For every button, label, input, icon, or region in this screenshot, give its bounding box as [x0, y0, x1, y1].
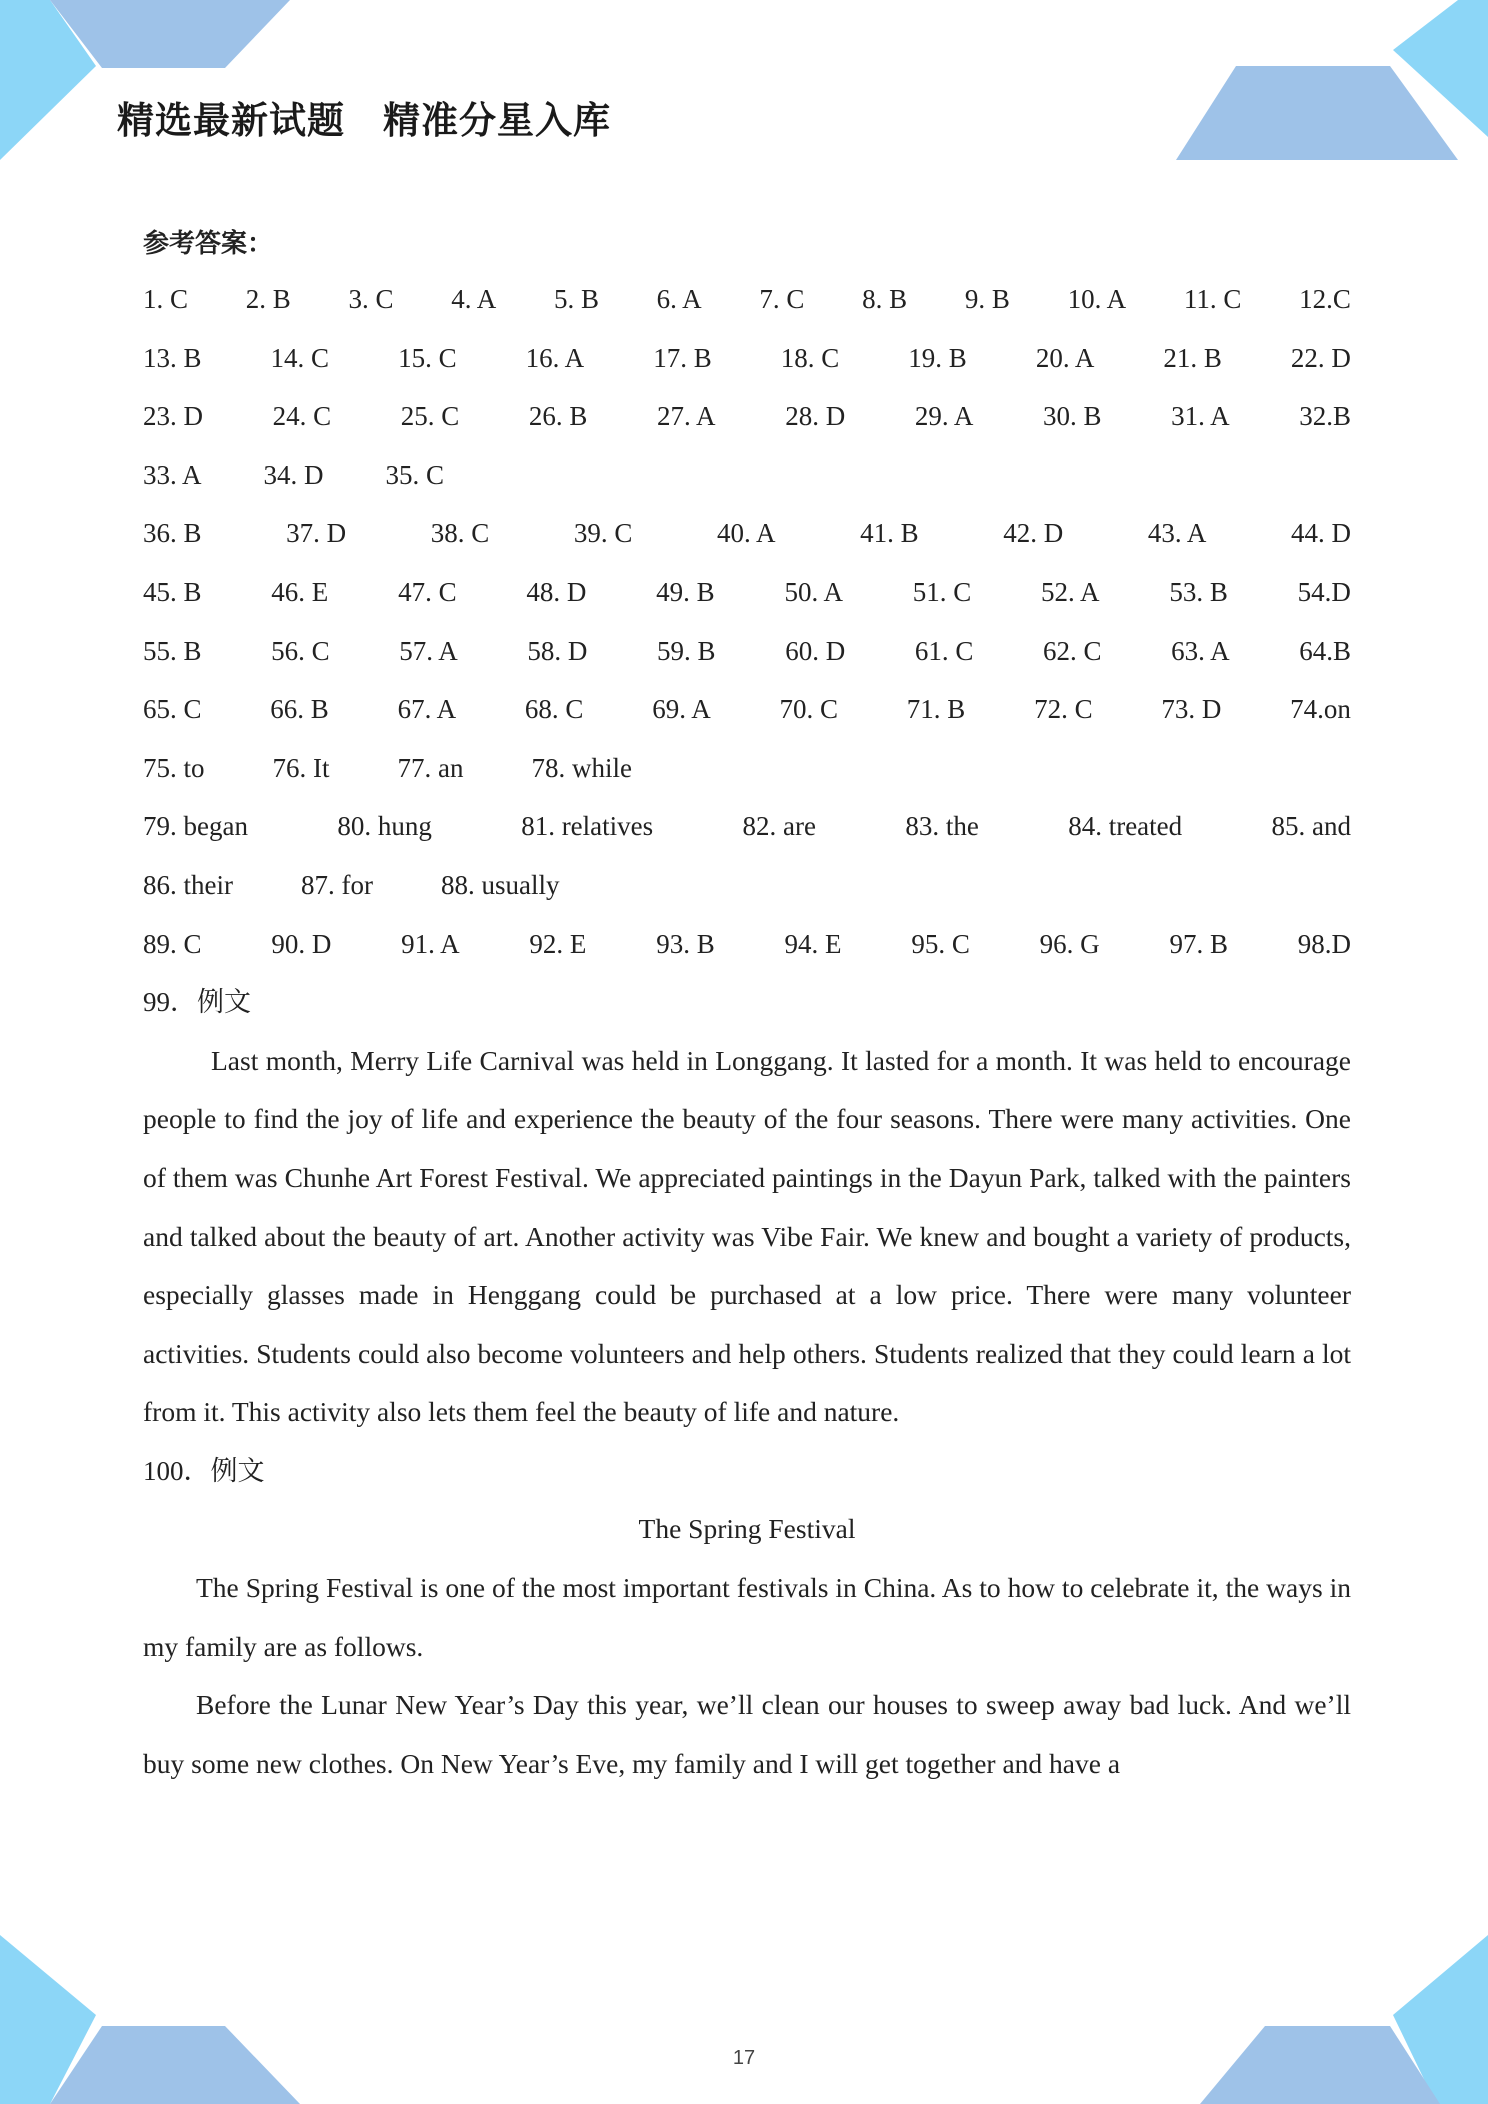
- answer-item: 70. C: [779, 694, 838, 725]
- answer-item: 25. C: [400, 401, 460, 432]
- answer-item: 32.B: [1299, 401, 1351, 432]
- answer-item: 54.D: [1297, 576, 1351, 607]
- answer-item: 38. C: [430, 518, 490, 549]
- answer-item: 53. B: [1169, 576, 1228, 607]
- answer-item: 92. E: [529, 928, 587, 959]
- answer-item: 68. C: [524, 694, 584, 725]
- answer-item: 50. A: [784, 576, 843, 607]
- answer-item: 96. G: [1039, 928, 1100, 959]
- answer-item: 3. C: [348, 284, 394, 314]
- answer-item: 34. D: [263, 459, 324, 490]
- answer-item: 81. relatives: [521, 811, 654, 842]
- q100-essay-title: The Spring Festival: [638, 1513, 856, 1545]
- answer-item: 5. B: [553, 284, 599, 314]
- answer-item: 10. A: [1067, 284, 1127, 314]
- answer-item: 44. D: [1290, 518, 1351, 549]
- answer-item: 22. D: [1290, 342, 1351, 373]
- answer-item: 48. D: [526, 576, 587, 607]
- answer-item: 8. B: [862, 284, 908, 314]
- answer-item: 73. D: [1161, 694, 1222, 725]
- answer-item: 28. D: [785, 401, 846, 432]
- answer-item: 63. A: [1171, 635, 1230, 666]
- header-title: 精选最新试题 精准分星入库: [117, 99, 611, 142]
- answer-item: 49. B: [656, 576, 715, 607]
- answer-item: 37. D: [286, 518, 347, 549]
- answer-item: 91. A: [401, 928, 460, 959]
- answer-item: 51. C: [912, 576, 972, 607]
- answer-item: 80. hung: [337, 811, 432, 842]
- answer-item: 67. A: [397, 694, 457, 725]
- answer-item: 24. C: [272, 401, 332, 432]
- answer-item: 35. C: [385, 459, 445, 490]
- answer-row: [143, 387, 1351, 446]
- answer-item: 21. B: [1163, 342, 1222, 373]
- answer-item: 14. C: [270, 342, 330, 373]
- answer-item: 46. E: [271, 576, 329, 607]
- answer-item: 72. C: [1034, 694, 1093, 725]
- answer-row: [143, 622, 1351, 681]
- answer-item: 64.B: [1299, 635, 1351, 666]
- answer-item: 9. B: [964, 284, 1010, 314]
- q100-label: 100．例文: [143, 1455, 265, 1486]
- answer-row: [143, 915, 1351, 974]
- answer-item: 75. to: [143, 752, 205, 783]
- answer-item: 69. A: [652, 694, 711, 725]
- answer-item: 95. C: [911, 928, 970, 959]
- answer-item: 40. A: [716, 518, 776, 549]
- answer-item: 16. A: [525, 342, 585, 373]
- answer-item: 19. B: [908, 342, 967, 373]
- answer-row: [143, 680, 1351, 739]
- answer-item: 79. began: [143, 811, 248, 842]
- answer-item: 58. D: [527, 635, 588, 666]
- answer-item: 42. D: [1003, 518, 1064, 549]
- answer-item: 2. B: [245, 284, 291, 314]
- answer-item: 36. B: [143, 518, 202, 549]
- answer-item: 4. A: [451, 284, 497, 314]
- answer-item: 82. are: [742, 811, 816, 842]
- answer-item: 55. B: [143, 635, 202, 666]
- answer-item: 1. C: [143, 284, 189, 314]
- answer-item: 45. B: [143, 576, 202, 607]
- answer-item: 7. C: [759, 284, 805, 314]
- answer-item: 29. A: [914, 401, 974, 432]
- answer-item: 6. A: [656, 284, 702, 314]
- q99-essay: Last month, Merry Life Carnival was held in Longgang. It lasted for a month. It was held to encourage people to find the joy of life and experience the beauty of the four seasons. There were many activities. One of them was Chunhe Art Forest Festival. We appreciated paintings in the Dayun Park, talked with the painters and talked about the beauty of art. Another activity was Vibe Fair. We knew and bought a variety of products, especially glasses made in Henggang could be purchased at a low price. There were many volunteer activities. Students could also become volunteers and help others. Students realized that they could learn a lot from it. This activity also lets them feel the beauty of life and nature.: [143, 1044, 1351, 1428]
- answer-item: 77. an: [397, 752, 464, 783]
- answer-item: 86. their: [143, 869, 233, 900]
- answer-item: 65. C: [143, 694, 202, 725]
- answer-content: [143, 218, 1351, 1793]
- answer-row: [143, 270, 1351, 329]
- answer-item: 15. C: [398, 342, 457, 373]
- top-right-trapezoid: [1176, 66, 1458, 160]
- answer-item: 52. A: [1041, 576, 1100, 607]
- answer-item: 31. A: [1171, 401, 1230, 432]
- answer-item: 43. A: [1147, 518, 1207, 549]
- page-number: 17: [732, 2047, 756, 2069]
- answer-item: 89. C: [143, 928, 202, 959]
- answer-item: 88. usually: [440, 869, 560, 900]
- answer-item: 94. E: [784, 928, 842, 959]
- answer-item: 74.on: [1290, 694, 1351, 725]
- answer-item: 76. It: [272, 752, 330, 783]
- answer-row: [143, 797, 1351, 856]
- answer-item: 33. A: [143, 459, 202, 490]
- answer-item: 78. while: [531, 752, 632, 783]
- answer-item: 83. the: [905, 811, 979, 842]
- reference-answers-label: 参考答案：: [143, 229, 274, 259]
- answer-item: 60. D: [785, 635, 846, 666]
- q100-paragraph-2: Before the Lunar New Year’s Day this year, we’ll clean our houses to sweep away bad luck. And we’ll buy some new clothes. On New Year’s Eve, my family and I will get together and have a: [143, 1689, 1351, 1779]
- answer-item: 87. for: [300, 869, 373, 900]
- answer-item: 13. B: [143, 342, 202, 373]
- answer-item: 98.D: [1297, 928, 1351, 959]
- answer-item: 56. C: [271, 635, 330, 666]
- answer-row: [143, 856, 1351, 915]
- answer-item: 85. and: [1271, 811, 1351, 842]
- answer-item: 30. B: [1042, 401, 1102, 432]
- answer-item: 26. B: [528, 401, 588, 432]
- answer-item: 41. B: [860, 518, 919, 549]
- q100-paragraph-1: The Spring Festival is one of the most important festivals in China. As to how to celebrate it, the ways in my family are as follows.: [143, 1572, 1351, 1662]
- q99-label: 99．例文: [143, 987, 251, 1018]
- answer-item: 59. B: [657, 635, 716, 666]
- answer-item: 18. C: [780, 342, 840, 373]
- answer-row: [143, 739, 1351, 798]
- answer-item: 20. A: [1035, 342, 1095, 373]
- answer-row: [143, 329, 1351, 388]
- answer-item: 12.C: [1299, 284, 1351, 314]
- answer-item: 93. B: [656, 928, 715, 959]
- answer-item: 61. C: [914, 635, 974, 666]
- answer-row: [143, 563, 1351, 622]
- answer-item: 90. D: [271, 928, 332, 959]
- answer-row: [143, 504, 1351, 563]
- answer-item: 66. B: [270, 694, 329, 725]
- answer-item: 27. A: [657, 401, 716, 432]
- answer-item: 23. D: [143, 401, 203, 432]
- answer-item: 47. C: [398, 576, 457, 607]
- answer-item: 71. B: [906, 694, 966, 725]
- answer-item: 17. B: [653, 342, 712, 373]
- answer-item: 57. A: [399, 635, 458, 666]
- answer-item: 84. treated: [1068, 811, 1183, 842]
- answer-item: 11. C: [1183, 284, 1242, 314]
- answer-item: 62. C: [1042, 635, 1102, 666]
- answer-item: 97. B: [1169, 928, 1228, 959]
- answer-item: 39. C: [573, 518, 633, 549]
- answer-row: [143, 446, 1351, 505]
